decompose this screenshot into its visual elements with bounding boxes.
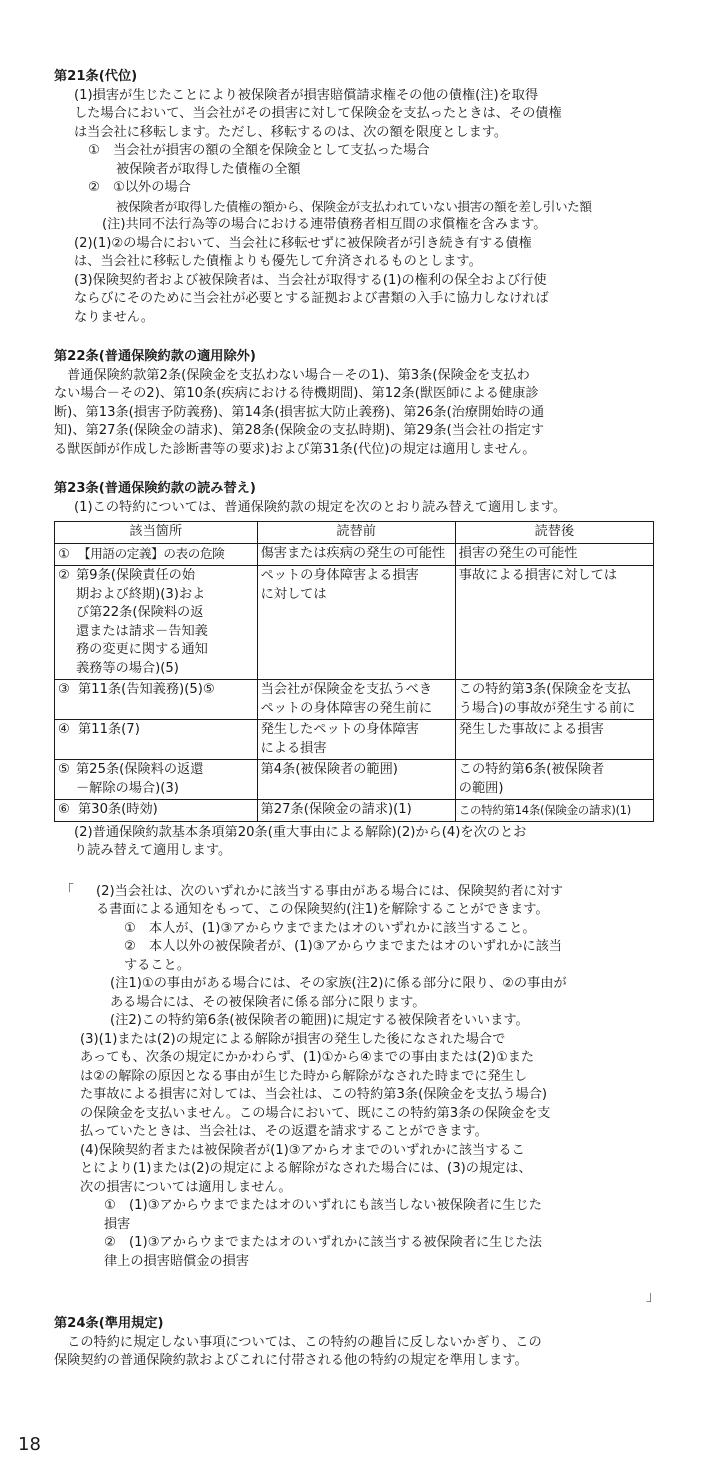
table-cell-after: この特約第14条(保険金の請求)(1) <box>455 800 653 822</box>
article-23 <box>54 480 660 1271</box>
table-cell-after: 発生した事故による損害 <box>455 720 653 760</box>
article-21-item-2-label: ② ①以外の場合 <box>88 180 191 195</box>
table-row <box>55 720 654 760</box>
clause-3: (3)(1)または(2)の規定による解除が損害の発生した後になされた場合で あっても、次条の規定にかかわらず、(1)①から④までの事由または(2)①また は②の解除の原因となる事由が生じた時から解除がなされた時までに発生し た事故による損害に対しては、当会社は、この特約第3条(保険金を支払う場合) の保険金を支払いません。この場合において、既にこの特約第3条の保険金を支 払っていたときは、当会社は、その返還を請求することができます。 <box>80 1031 551 1139</box>
row-number: ⑥ <box>58 802 70 817</box>
row-number: ③ <box>58 682 70 697</box>
table-cell-before: 第4条(被保険者の範囲) <box>257 760 455 800</box>
article-21-note: (注)共同不法行為等の場合における連帯債務者相互間の求償権を含みます。 <box>102 217 547 232</box>
clause-2-note-1: (注1)①の事由がある場合には、その家族(注2)に係る部分に限り、②の事由が ある場合には、その被保険者に係る部分に限ります。 <box>110 976 567 1010</box>
article-21-item-1-text: 被保険者が取得した債権の全額 <box>116 161 301 177</box>
table-cell-before: ペットの身体障害よる損害 に対しては <box>257 566 455 680</box>
table-header-place: 該当箇所 <box>55 522 258 544</box>
clause-2-item-2: ② 本人以外の被保険者が、(1)③アからウまでまたはオのいずれかに該当 すること。 <box>124 939 562 973</box>
article-24-heading: 第24条(準用規定) <box>54 1316 164 1331</box>
row-place: 第25条(保険料の返還 －解除の場合)(3) <box>76 762 204 796</box>
document-content <box>54 68 660 1371</box>
article-21-para-3: (3)保険契約者および被保険者は、当会社が取得する(1)の権利の保全および行使 ならびにそのために当会社が必要とする証拠および書類の入手に協力しなければ なりません。 <box>74 272 549 325</box>
table-row <box>55 566 654 680</box>
table-cell-place <box>55 680 258 720</box>
row-number: ⑤ <box>58 762 70 777</box>
table-cell-after: 事故による損害に対しては <box>455 566 653 680</box>
close-quote-bracket: 」 <box>646 1289 660 1305</box>
table-row <box>55 680 654 720</box>
table-cell-after: この特約第6条(被保険者 の範囲) <box>455 760 653 800</box>
row-number: ② <box>58 568 70 583</box>
article-24-body: この特約に規定しない事項については、この特約の趣旨に反しないかぎり、この 保険契約の普通保険約款およびこれに付帯される他の特約の規定を準用します。 <box>54 1334 542 1368</box>
replaced-clause-block <box>54 883 660 1272</box>
table-cell-before: 第27条(保険金の請求)(1) <box>257 800 455 822</box>
clause-2-item-1: ① 本人が、(1)③アからウまでまたはオのいずれかに該当すること。 <box>124 920 536 936</box>
row-place: 第11条(告知義務)(5)⑤ <box>78 682 215 697</box>
article-23-para-2: (2)普通保険約款基本条項第20条(重大事由による解除)(2)から(4)を次のとお り読み替えて適用します。 <box>74 824 527 858</box>
table-cell-place <box>55 720 258 760</box>
page-number: 18 <box>18 1434 41 1455</box>
article-23-para-1: (1)この特約については、普通保険約款の規定を次のとおり読み替えて適用します。 <box>74 499 567 515</box>
article-24 <box>54 1315 660 1371</box>
article-21-para-1: (1)損害が生じたことにより被保険者が損害賠償請求権その他の債権(注)を取得 した場合において、当会社がその損害に対して保険金を支払ったときは、その債権 は当会社に移転します。ただし、移転するのは、次の額を限度とします。 <box>74 87 562 140</box>
table-cell-before: 発生したペットの身体障害 による損害 <box>257 720 455 760</box>
article-21 <box>54 68 660 327</box>
clause-2: (2)当会社は、次のいずれかに該当する事由がある場合には、保険契約者に対す る書面による通知をもって、この保険契約(注1)を解除することができます。 <box>96 883 564 917</box>
table-cell-place <box>55 543 258 566</box>
row-place: 第11条(7) <box>78 722 140 737</box>
clause-4: (4)保険契約者または被保険者が(1)③アからオまでのいずれかに該当するこ とにより(1)または(2)の規定による解除がなされた場合には、(3)の規定は、 次の損害については適用しません。 <box>80 1142 532 1195</box>
article-21-item-1-label: ① 当会社が損害の額の全額を保険金として支払った場合 <box>88 143 430 158</box>
row-number: ④ <box>58 722 70 737</box>
table-row <box>55 760 654 800</box>
table-cell-before: 傷害または疾病の発生の可能性 <box>257 543 455 566</box>
article-22-heading: 第22条(普通保険約款の適用除外) <box>54 349 256 364</box>
row-place: 第30条(時効) <box>78 802 158 817</box>
clause-4-item-2: ② (1)③アからウまでまたはオのいずれかに該当する被保険者に生じた法 律上の損害賠償金の損害 <box>104 1235 542 1269</box>
table-cell-after: この特約第3条(保険金を支払 う場合)の事故が発生する前に <box>455 680 653 720</box>
table-header-after: 読替後 <box>455 522 653 544</box>
article-21-para-2: (2)(1)②の場合において、当会社に移転せずに被保険者が引き続き有する債権 は、当会社に移転した債権よりも優先して弁済されるものとします。 <box>74 235 532 269</box>
replacement-table <box>54 521 654 822</box>
table-cell-place <box>55 760 258 800</box>
article-21-item-2-text: 被保険者が取得した債権の額から、保険金が支払われていない損害の額を差し引いた額 <box>116 198 592 214</box>
row-number: ① <box>58 546 70 562</box>
clause-4-item-1: ① (1)③アからウまでまたはオのいずれにも該当しない被保険者に生じた 損害 <box>104 1198 542 1232</box>
row-place: 【用語の定義】の表の危険 <box>78 545 225 561</box>
article-23-heading: 第23条(普通保険約款の読み替え) <box>54 481 256 496</box>
table-header-before: 読替前 <box>257 522 455 544</box>
table-cell-after: 損害の発生の可能性 <box>455 543 653 566</box>
table-row <box>55 800 654 822</box>
table-cell-before: 当会社が保険金を支払うべき ペットの身体障害の発生前に <box>257 680 455 720</box>
table-cell-place <box>55 566 258 680</box>
article-22 <box>54 348 660 459</box>
article-22-body: 普通保険約款第2条(保険金を支払わない場合－その1)、第3条(保険金を支払わ ない場合－その2)、第10条(疾病における待機期間)、第12条(獣医師による健康診 断)、第13条(損害予防義務)、第14条(損害拡大防止義務)、第26条(治療開始時の通 知)、第27条(保険金の請求)、第28条(保険金の支払時期)、第29条(当会社の指定す る獣医師が作成した診断書等の要求)および第31条(代位)の規定は適用しません。 <box>54 367 545 457</box>
table-cell-place <box>55 800 258 822</box>
clause-2-note-2: (注2)この特約第6条(被保険者の範囲)に規定する被保険者をいいます。 <box>110 1013 529 1028</box>
table-row <box>55 543 654 566</box>
row-place: 第9条(保険責任の始 期および終期)(3)およ び第22条(保険料の返 還または請求－告知義 務の変更に関する通知 義務等の場合)(5) <box>76 568 208 676</box>
open-quote-bracket: 「 <box>60 883 74 899</box>
article-21-heading: 第21条(代位) <box>54 69 138 84</box>
